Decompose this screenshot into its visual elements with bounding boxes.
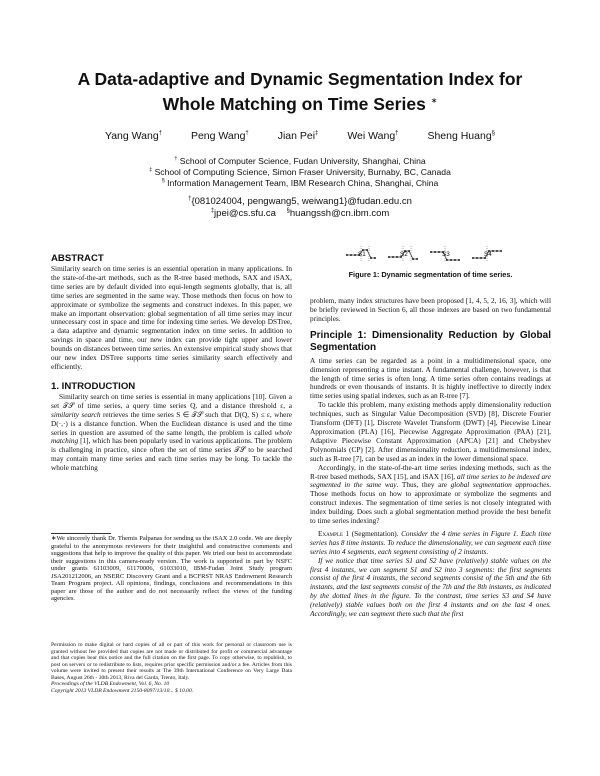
proceedings-line: Proceedings of the VLDB Endowment, Vol. 6, No. 10 — [51, 681, 170, 687]
affiliation-text: School of Computer Science, Fudan University, Shanghai, China — [179, 155, 426, 166]
author — [347, 130, 398, 142]
principle-1-heading: Principle 1: Dimensionality Reduction by Global Segmentation — [310, 329, 551, 353]
figure-label-s1: S1 — [358, 251, 366, 258]
principle-paragraph-2: To tackle this problem, many existing methods apply dimensionality reduction techniques, such as Singular Value Decomposition (SVD) [8], Discrete Fourier Transform (DFT) [1], Discrete Wavelet Transform (DWT) [4], Piecewise Linear Approximation (PLA) [16], Piecewise Aggregate Approximation (PAA) [21], Adaptive Piecewise Constant Approximation (APCA) [21] and Chebyshev Polynomials (CP) [2]. After dimensionality reduction, a multidimensional index, such as R-tree [7], can be used as an index in the lower dimensional space. — [310, 400, 551, 463]
affiliation-text: Information Management Team, IBM Research China, Shanghai, China — [167, 177, 439, 188]
email-mark: ‡ — [210, 208, 215, 214]
intro-text: Similarity search on time series is essential in many applications [10]. Given a set 𝒯𝒮 of time series, a query time series Q, and a distance threshold ε, a — [51, 391, 292, 410]
title-line-2-text: Whole Matching on Time Series — [162, 93, 426, 114]
author-mark: † — [158, 130, 163, 137]
author-name: Peng Wang — [190, 130, 246, 142]
example-text-continued: If we notice that time series S1 and S2 have (relatively) stable values on the first 4 instants, we can segment S1 and S2 into 3 segments: the first segments consist of the first 4 instants, the second segments consist of the 5th and the 6th instants, and the last segments consist of the 7th and the 8th instants, as indicated by the dotted lines in the figure. To the contrast, time series S3 and S4 have (relatively) stable values both on the first 4 instants and on the last 4 ones. Accordingly, we can segment them such that the first — [310, 555, 551, 619]
email-mark: § — [286, 208, 290, 214]
affiliation-mark: § — [161, 178, 165, 184]
footnote — [51, 535, 292, 603]
title-line-1: A Data-adaptive and Dynamic Segmentation Index for — [77, 69, 523, 89]
footnote-rule — [51, 533, 111, 534]
author-name: Sheng Huang — [427, 130, 492, 142]
figure-label-s3: S3 — [442, 251, 450, 258]
intro-emphasis: whole matching — [51, 427, 292, 446]
abstract-heading: ABSTRACT — [51, 253, 104, 264]
paragraph-emphasis: all time series to be indexed are segmented in the same way — [310, 471, 551, 490]
author-name: Wei Wang — [347, 130, 396, 142]
figure-label-s4: S4 — [484, 251, 492, 258]
email-text: jpei@cs.sfu.ca — [214, 208, 276, 220]
continuation-paragraph: problem, many index structures have been proposed [1, 4, 5, 2, 16, 3], which will be briefly reviewed in Section 6, all those indexes are based on two fundamental principles. — [310, 296, 551, 323]
paragraph-text: . Those methods focus on how to approximate or symbolize the segments and construct indexes. The segmentation of time series is not closely integrated with index building. Does such a global segmentation method provide the best benefit to time series indexing? — [310, 480, 552, 526]
email-text: huangssh@cn.ibm.com — [289, 208, 390, 220]
email-text: {081024004, pengwang5, weiwang1}@fudan.edu.cn — [191, 196, 412, 208]
introduction-heading: 1. INTRODUCTION — [51, 380, 136, 392]
paragraph-text: . Thus, they are — [396, 480, 451, 490]
example-1 — [310, 530, 551, 557]
affiliation-mark: ‡ — [149, 167, 153, 173]
intro-paragraph — [51, 393, 292, 473]
right-column — [310, 297, 551, 619]
left-column — [51, 253, 292, 473]
example-text: Consider the 4 time series in Figure 1. Each time series has 8 time instants. To reduce the dimensionality, we can segment each time series into 4 segments, each segment consisting of 2 instants. — [310, 528, 551, 556]
principle-paragraph-1: A time series can be regarded as a point in a multidimensional space, one dimension representing a time instant. A fundamental challenge, however, is that the length of time series is often long. A time series often contains readings at hundreds or even thousands of instants. It is highly ineffective to directly index time series using spatial indexes, such as an R-tree [7]. — [310, 355, 551, 401]
intro-emphasis: similarity search — [51, 409, 101, 419]
author-list — [40, 130, 560, 142]
permission-notice — [51, 642, 292, 694]
figure-label-s2: S2 — [400, 251, 408, 258]
intro-text: [1], which has been popularly used in various applications. The problem is challenging in practice, since often the set of time series 𝒯𝒮 to be searched may contain many time series and each time series may be long. To tackle the whole matching — [51, 436, 292, 473]
example-label: Example 1 — [318, 528, 350, 538]
paragraph-text: Accordingly, in the state-of-the-art time series indexing methods, such as the R-tree based methods, SAX [15], and iSAX [16], — [310, 462, 551, 481]
principle-paragraph-3 — [310, 464, 551, 526]
title-line-2 — [40, 90, 560, 115]
figure-caption: Figure 1: Dynamic segmentation of time series. — [348, 270, 513, 279]
title-footnote-mark: ∗ — [430, 96, 438, 105]
author-mark: † — [245, 130, 249, 137]
author — [191, 130, 249, 142]
copyright-line: Copyright 2013 VLDB Endowment 2150-8097/13/10... $ 10.00. — [51, 687, 194, 694]
affiliation-mark: † — [174, 156, 178, 162]
author-mark: ‡ — [315, 130, 319, 137]
permission-text: Permission to make digital or hard copies of all or part of this work for personal or classroom use is granted without fee provided that copies are not made or distributed for profit or commercial advantage and that copies bear this notice and the full citation on the first page. To copy otherwise, to republish, to post on servers or to redistribute to lists, requires prior specific permission and/or a fee. Articles from this volume were invited to present their results at The 39th International Conference on Very Large Data Bases, August 26th - 30th 2013, Riva del Garda, Trento, Italy. — [51, 642, 292, 681]
author-name: Jian Pei — [277, 130, 316, 142]
footnote-text: ∗We sincerely thank Dr. Themis Palpanas for sending us the iSAX 2.0 code. We are deeply grateful to the anonymous reviewers for their insightful and constructive comments and suggestions that help to improve the quality of this paper. We tried our best to accommodate their suggestions in this camera-ready version. The work is supported in part by NSFC under grants 61103009, 61170006, 61033010, IBM-Fudan Joint Study program JSA201212006, an NSERC Discovery Grant and a BCFRST NRAS Endowment Research Team Program project. All opinions, findings, conclusions and recommendations in this paper are those of the author and do not necessarily reflect the views of the funding agencies. — [51, 535, 292, 602]
example-1-continued — [310, 557, 551, 619]
author — [427, 130, 495, 142]
paragraph-emphasis: global segmentation approaches — [450, 480, 550, 490]
author-mark: † — [395, 130, 399, 137]
author — [105, 130, 162, 142]
example-name: (Segmentation). — [351, 528, 399, 538]
email-mark: † — [188, 196, 192, 202]
intro-text: retrieves the time series S ∈ 𝒯𝒮 such that D(Q, S) ≤ ε, where D(·,·) is a distance function. When the Euclidean distance is used and the time series in question are assumed of the same length, the problem is called — [51, 409, 292, 437]
paper-title — [40, 68, 560, 115]
email-line — [40, 205, 560, 220]
author-name: Yang Wang — [104, 130, 159, 142]
affiliation-text: School of Computing Science, Simon Fraser University, Burnaby, BC, Canada — [154, 166, 451, 177]
affiliation — [40, 176, 560, 189]
author — [278, 130, 319, 142]
abstract-text: Similarity search on time series is an essential operation in many applications. In the state-of-the-art methods, such as the R-tree based methods, SAX and iSAX, time series are by default divided into equi-length segments globally, that is, all time series are segmented in the same way. Those methods then focus on how to approximate or symbolize the segments and construct indexes. In this paper, we make an important observation: global segmentation of all time series may incur unnecessary cost in space and time for indexing time series. We develop DSTree, a data adaptive and dynamic segmentation index on time series. In addition to savings in space and time, our new index can provide tight upper and lower bounds on distances between time series. An extensive empirical study shows that our new index DSTree supports time series similarity search effectively and efficiently. — [51, 264, 292, 371]
author-mark: § — [491, 130, 496, 137]
